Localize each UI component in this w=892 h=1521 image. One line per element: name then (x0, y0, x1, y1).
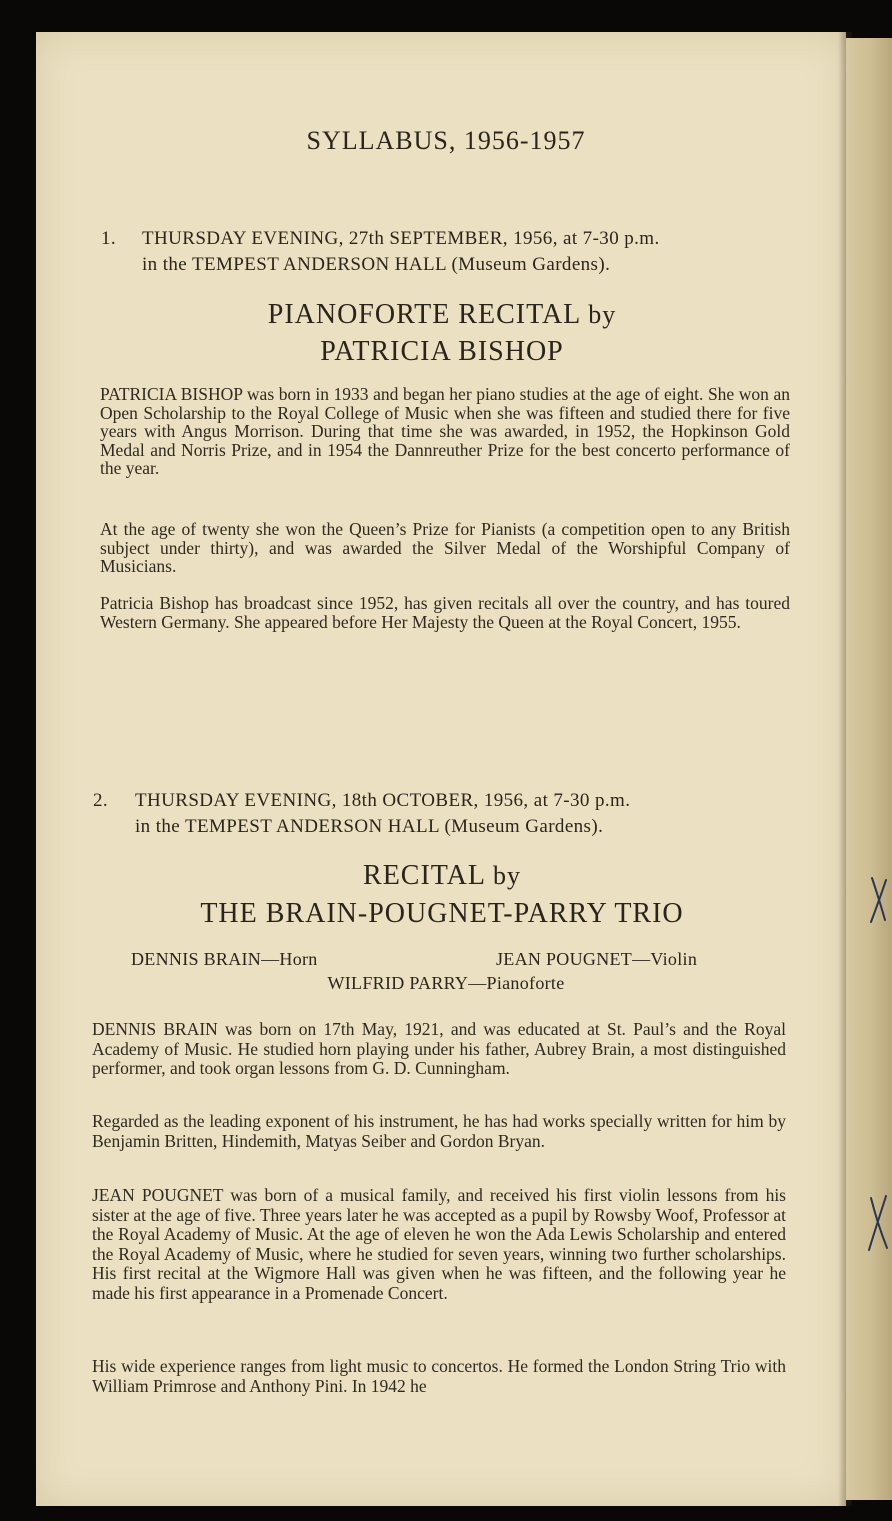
event-1-heading (0, 299, 884, 331)
event-1-performer-name: PATRICIA BISHOP (320, 336, 564, 367)
handwritten-mark (862, 1188, 892, 1258)
event-2-heading-title: RECITAL (363, 860, 485, 891)
event-1-heading-title: PIANOFORTE RECITAL (267, 299, 581, 330)
event-1-venue-line: in the TEMPEST ANDERSON HALL (Museum Gardens). (142, 254, 611, 275)
event-2-heading-by: by (492, 861, 521, 890)
event-2-paragraph: His wide experience ranges from light music to concertos. He formed the London String Trio with William Primrose and Anthony Pini. In 1942 he (92, 1356, 786, 1396)
event-2-venue-line: in the TEMPEST ANDERSON HALL (Museum Gardens). (135, 816, 604, 837)
performer-violin: JEAN POUGNET—Violin (496, 949, 698, 969)
event-2-ensemble-name: THE BRAIN-POUGNET-PARRY TRIO (200, 898, 684, 929)
syllabus-title: SYLLABUS, 1956-1957 (306, 126, 586, 155)
event-2-heading (0, 860, 884, 892)
event-1-paragraph: PATRICIA BISHOP was born in 1933 and began her piano studies at the age of eight. She won an Open Scholarship to the Royal College of Music when she was fifteen and studied there for five years with Angus Morrison. During that time she was awarded, in 1952, the Hopkinson Gold Medal and Norris Prize, and in 1954 the Dannreuther Prize for the best concerto performance of the year. (100, 384, 790, 478)
performer-horn: DENNIS BRAIN—Horn (131, 949, 318, 969)
event-2-date-line: THURSDAY EVENING, 18th OCTOBER, 1956, at 7-30 p.m. (135, 790, 631, 811)
performer-pianoforte: WILFRID PARRY—Pianoforte (327, 973, 565, 993)
event-2-paragraph: DENNIS BRAIN was born on 17th May, 1921, and was educated at St. Paul’s and the Royal Academy of Music. He studied horn playing under his father, Aubrey Brain, a most distinguished performer, and took organ lessons from G. D. Cunningham. (92, 1019, 786, 1079)
event-1-heading-by: by (588, 300, 617, 329)
event-1-date-line: THURSDAY EVENING, 27th SEPTEMBER, 1956, at 7-30 p.m. (142, 228, 660, 249)
event-1-paragraph: Patricia Bishop has broadcast since 1952, has given recitals all over the country, and has toured Western Germany. She appeared before Her Majesty the Queen at the Royal Concert, 1955. (100, 593, 790, 632)
event-2-paragraph: JEAN POUGNET was born of a musical family, and received his first violin lessons from his sister at the age of five. Three years later he was accepted as a pupil by Rowsby Woof, Professor at the Royal Academy of Music. At the age of eleven he won the Ada Lewis Scholarship and entered the Royal Academy of Music, where he studied for seven years, winning two further scholarships. His first recital at the Wigmore Hall was given when he was fifteen, and the following year he made his first appearance in a Promenade Concert. (92, 1185, 786, 1303)
handwritten-mark (862, 870, 892, 930)
event-1-number: 1. (101, 228, 117, 249)
next-page-edge (846, 38, 892, 1500)
event-2-number: 2. (93, 790, 109, 811)
event-1-paragraph: At the age of twenty she won the Queen’s Prize for Pianists (a competition open to any British subject under thirty), and was awarded the Silver Medal of the Worshipful Company of Musicians. (100, 519, 790, 576)
event-2-paragraph: Regarded as the leading exponent of his instrument, he has had works specially written for him by Benjamin Britten, Hindemith, Matyas Seiber and Gordon Bryan. (92, 1111, 786, 1151)
